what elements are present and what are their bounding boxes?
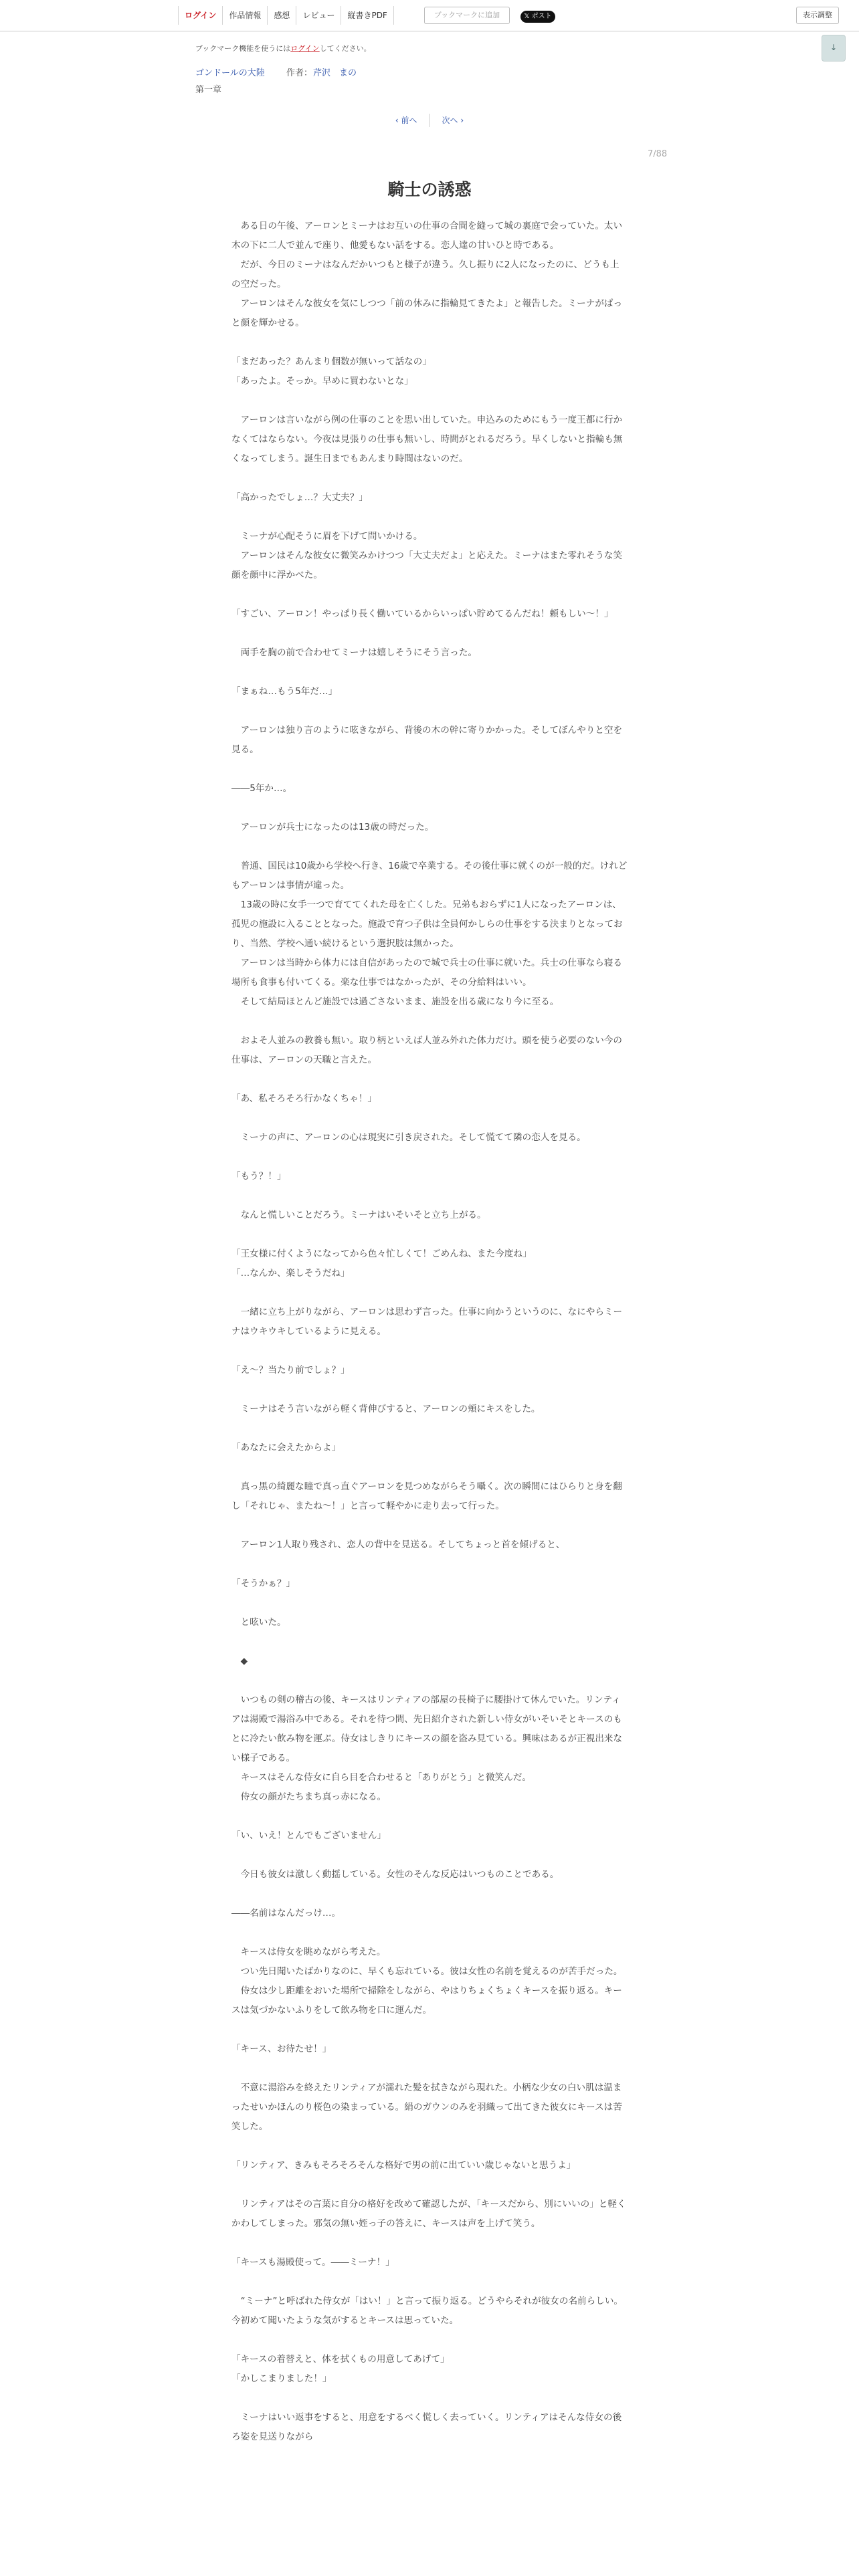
- story-paragraph: アーロンはそんな彼女を気にしつつ「前の休みに指輪見てきたよ」と報告した。ミーナがぱっと顔を輝かせる。: [231, 298, 623, 328]
- blank-line: [231, 1555, 628, 1574]
- add-bookmark-button[interactable]: ブックマークに追加: [424, 7, 510, 24]
- notice-login-link[interactable]: ログイン: [290, 44, 320, 53]
- story-paragraph: ミーナはそう言いながら軽く背伸びすると、アーロンの頬にキスをした。: [231, 1404, 541, 1414]
- story-paragraph: そして結局ほとんど施設では過ごさないまま、施設を出る歳になり今に至る。: [231, 996, 559, 1007]
- story-paragraph: アーロンは独り言のように呟きながら、背後の木の幹に寄りかかった。そしてぼんやりと空を見る。: [231, 725, 623, 755]
- story-paragraph: アーロンが兵士になったのは13歳の時だった。: [231, 822, 434, 833]
- notice-text-after: してください。: [319, 44, 371, 53]
- story-paragraph: ◆: [231, 1656, 248, 1667]
- page-number: 7/88: [648, 149, 668, 159]
- blank-line: [231, 1516, 628, 1535]
- story-paragraph: 「え～？当たり前でしょ？」: [231, 1365, 350, 1376]
- story-paragraph: 「あなたに会えたからよ」: [231, 1442, 341, 1453]
- story-paragraph: 「王女様に付くようになってから色々忙しくて！ごめんね、また今度ね」: [231, 1249, 532, 1259]
- blank-line: [231, 2020, 628, 2040]
- blank-line: [231, 1632, 628, 1652]
- story-paragraph: 「キース、お待たせ！」: [231, 2044, 332, 2054]
- nav-reviews[interactable]: レビュー: [296, 6, 341, 25]
- story-paragraph: “ミーナ”と呼ばれた侍女が「はい！」と言って振り返る。どうやらそれが彼女の名前らしい。今初めて聞いたような気がするとキースは思っていた。: [231, 2296, 624, 2326]
- story-paragraph: 「すごい、アーロン！やっぱり長く働いているからいっぱい貯めてるんだね！頼もしい～！」: [231, 609, 613, 619]
- nav-vertical-pdf[interactable]: 縦書きPDF: [341, 6, 393, 25]
- blank-line: [231, 1807, 628, 1826]
- story-paragraph: アーロン1人取り残され、恋人の背中を見送る。そしてちょっと首を傾げると、: [231, 1539, 565, 1550]
- story-paragraph: いつもの剣の稽古の後、キースはリンティアの部屋の長椅子に腰掛けて休んでいた。リンティアは湯殿で湯浴み中である。それを待つ間、先日紹介された新しい侍女がいそいそとキースのもとに冷たい飲み物を運ぶ。侍女はしきりにキースの顔を盗み見ている。興味はあるが正視出来ない様子である。: [231, 1695, 623, 1763]
- login-notice: [195, 43, 371, 53]
- story-paragraph: 一緒に立ち上がりながら、アーロンは思わず言った。仕事に向かうというのに、なにやらミーナはウキウキしているように見える。: [231, 1307, 623, 1337]
- nav-impressions[interactable]: 感想: [268, 6, 296, 25]
- blank-line: [231, 2389, 628, 2408]
- story-paragraph: 「キースの着替えと、体を拭くもの用意してあげて」: [231, 2354, 450, 2365]
- story-paragraph: 侍女は少し距離をおいた場所で掃除をしながら、やはりちょくちょくキースを振り返る。キースは気づかないふりをして飲み物を口に運んだ。: [231, 1985, 622, 2016]
- notice-text: ブックマーク機能を使うには: [195, 44, 291, 53]
- story-body: [231, 217, 628, 2447]
- story-paragraph: 「い、いえ！とんでもございません」: [231, 1830, 387, 1841]
- blank-line: [231, 2137, 628, 2156]
- blank-line: [231, 1885, 628, 1904]
- next-page-link[interactable]: 次へ ›: [442, 115, 464, 125]
- story-paragraph: 「あったよ。そっか。早めに買わないとな」: [231, 376, 413, 387]
- story-paragraph: ミーナはいい返事をすると、用意をするべく慌しく去っていく。リンティアはそんな侍女の後ろ姿を見送りながら: [231, 2412, 622, 2442]
- blank-line: [231, 1419, 628, 1438]
- story-paragraph: キースは侍女を眺めながら考えた。: [231, 1947, 386, 1957]
- story-paragraph: と呟いた。: [231, 1617, 286, 1628]
- top-bar: [0, 0, 859, 31]
- blank-line: [231, 2234, 628, 2253]
- nav-login[interactable]: ログイン: [179, 6, 223, 25]
- blank-line: [231, 585, 628, 605]
- author-link[interactable]: 芹沢 まの: [313, 68, 357, 78]
- blank-line: [231, 1283, 628, 1303]
- story-paragraph: 13歳の時に女手一つで育ててくれた母を亡くした。兄弟もおらずに1人になったアーロンは、孤児の施設に入ることとなった。施設で育つ子供は全員何かしらの仕事をする決まりとなっており、当然、学校へ通い続けるという選択肢は無かった。: [231, 899, 623, 949]
- pager: [0, 114, 859, 127]
- story-paragraph: 今日も彼女は激しく動揺している。女性のそんな反応はいつものことである。: [231, 1869, 559, 1880]
- story-paragraph: ――名前はなんだっけ…。: [231, 1908, 341, 1919]
- blank-line: [231, 624, 628, 643]
- story-paragraph: ミーナが心配そうに眉を下げて問いかける。: [231, 531, 423, 542]
- story-paragraph: およそ人並みの教養も無い。取り柄といえば人並み外れた体力だけ。頭を使う必要のない今の仕事は、アーロンの天職と言えた。: [231, 1035, 622, 1065]
- story-paragraph: 「キースも湯殿使って。――ミーナ！」: [231, 2257, 395, 2268]
- story-paragraph: 「かしこまりました！」: [231, 2373, 332, 2384]
- episode-title: 騎士の誘惑: [387, 180, 472, 199]
- story-paragraph: ある日の午後、アーロンとミーナはお互いの仕事の合間を縫って城の裏庭で会っていた。太い木の下に二人で並んで座り、他愛もない話をする。恋人達の甘いひと時である。: [231, 221, 623, 251]
- story-paragraph: 「そうかぁ？」: [231, 1578, 296, 1589]
- blank-line: [231, 2331, 628, 2350]
- blank-line: [231, 333, 628, 352]
- story-paragraph: ミーナの声に、アーロンの心は現実に引き戻された。そして慌てて隣の恋人を見る。: [231, 1132, 586, 1143]
- story-paragraph: 普通、国民は10歳から学校へ行き、16歳で卒業する。その後仕事に就くのが一般的だ。けれどもアーロンは事情が違った。: [231, 861, 628, 891]
- story-paragraph: 「まだあった？あんまり個数が無いって話なの」: [231, 356, 432, 367]
- story-paragraph: キースはそんな侍女に自ら目を合わせると「ありがとう」と微笑んだ。: [231, 1772, 531, 1783]
- blank-line: [231, 760, 628, 779]
- chapter-title: 第一章: [195, 85, 222, 95]
- blank-line: [231, 1846, 628, 1865]
- story-paragraph: 「まぁね…もう5年だ…」: [231, 686, 338, 697]
- story-paragraph: 侍女の顔がたちまち真っ赤になる。: [231, 1792, 387, 1802]
- blank-line: [231, 508, 628, 527]
- blank-line: [231, 1109, 628, 1128]
- blank-line: [231, 1186, 628, 1206]
- story-paragraph: 「もう？！」: [231, 1171, 286, 1182]
- story-paragraph: 「高かったでしょ…？大丈夫？」: [231, 492, 368, 503]
- blank-line: [231, 837, 628, 857]
- story-paragraph: 「…なんか、楽しそうだね」: [231, 1268, 350, 1279]
- author-label: 作者：: [286, 68, 313, 78]
- story-paragraph: なんと慌しいことだろう。ミーナはいそいそと立ち上がる。: [231, 1210, 486, 1220]
- blank-line: [231, 1594, 628, 1613]
- story-paragraph: アーロンは当時から体力には自信があったので城で兵士の仕事に就いた。兵士の仕事なら寝る場所も食事も付いてくる。楽な仕事ではなかったが、その分給料はいい。: [231, 958, 622, 988]
- story-paragraph: だが、今日のミーナはなんだかいつもと様子が違う。久し振りに2人になったのに、どうも上の空だった。: [231, 259, 619, 290]
- blank-line: [231, 798, 628, 818]
- blank-line: [231, 1380, 628, 1400]
- story-paragraph: 真っ黒の綺麗な瞳で真っ直ぐアーロンを見つめながらそう囁く。次の瞬間にはひらりと身を翻し「それじゃ、またね～！」と言って軽やかに走り去って行った。: [231, 1481, 622, 1511]
- blank-line: [231, 1923, 628, 1943]
- story-paragraph: 両手を胸の前で合わせてミーナは嬉しそうにそう言った。: [231, 647, 478, 658]
- nav-work-info[interactable]: 作品情報: [223, 6, 268, 25]
- top-nav: [178, 6, 394, 25]
- story-paragraph: 不意に湯浴みを終えたリンティアが濡れた髪を拭きながら現れた。小柄な少女の白い肌は温まったせいかほんのり桜色の染まっている。絹のガウンのみを羽織って出てきた彼女にキースは苦笑した。: [231, 2082, 622, 2132]
- blank-line: [231, 1341, 628, 1361]
- blank-line: [231, 702, 628, 721]
- blank-line: [231, 663, 628, 682]
- blank-line: [231, 2059, 628, 2078]
- story-paragraph: アーロンは言いながら例の仕事のことを思い出していた。申込みのためにもう一度王都に行かなくてはならない。今夜は見張りの仕事も無いし、時間がとれるだろう。早くしないと指輪も無くなってしまう。誕生日までもあんまり時間はないのだ。: [231, 415, 623, 464]
- series-title-link[interactable]: ゴンドールの大陸: [195, 68, 265, 78]
- scroll-down-icon[interactable]: ↓: [822, 35, 846, 62]
- blank-line: [231, 2175, 628, 2195]
- blank-line: [231, 391, 628, 411]
- blank-line: [231, 1458, 628, 1477]
- display-settings-button[interactable]: 表示調整: [796, 7, 839, 24]
- story-paragraph: ――5年か…。: [231, 783, 292, 794]
- blank-line: [231, 1148, 628, 1167]
- blank-line: [231, 469, 628, 488]
- x-share-button[interactable]: 𝕏 ポスト: [520, 11, 555, 23]
- story-paragraph: アーロンはそんな彼女に微笑みかけつつ「大丈夫だよ」と応えた。ミーナはまた零れそうな笑顔を顔中に浮かべた。: [231, 550, 623, 580]
- blank-line: [231, 1671, 628, 1691]
- blank-line: [231, 1012, 628, 1031]
- story-paragraph: つい先日聞いたばかりなのに、早くも忘れている。彼は女性の名前を覚えるのが苦手だった。: [231, 1966, 623, 1977]
- story-paragraph: 「リンティア、きみもそろそろそんな格好で男の前に出ていい歳じゃないと思うよ」: [231, 2160, 576, 2171]
- blank-line: [231, 2272, 628, 2292]
- blank-line: [231, 1070, 628, 1089]
- story-paragraph: リンティアはその言葉に自分の格好を改めて確認したが、「キースだから、別にいいの」と軽くかわしてしまった。邪気の無い姪っ子の答えに、キースは声を上げて笑う。: [231, 2199, 626, 2229]
- story-paragraph: 「あ、私そろそろ行かなくちゃ！」: [231, 1093, 377, 1104]
- prev-page-link[interactable]: ‹ 前へ: [395, 115, 417, 125]
- blank-line: [231, 1225, 628, 1245]
